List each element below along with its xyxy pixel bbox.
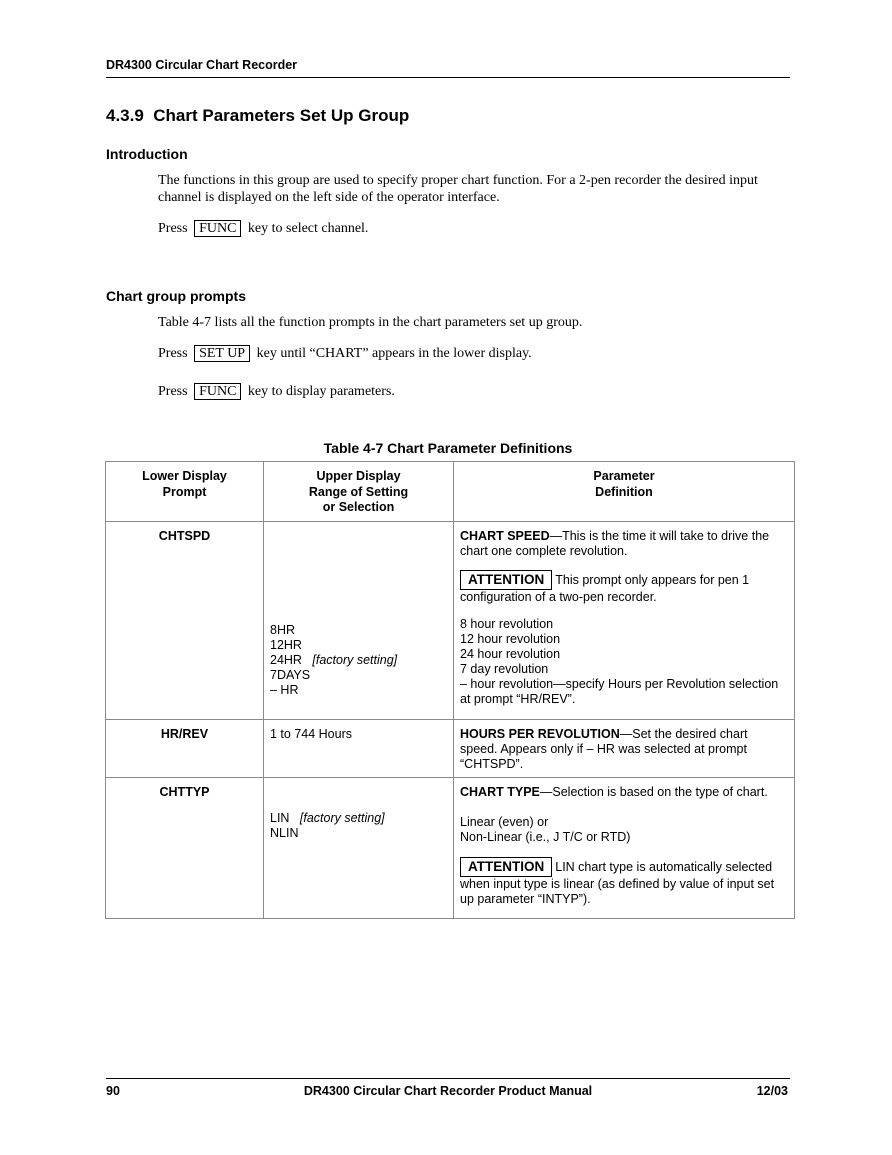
attention-note: ATTENTION This prompt only appears for pen 1 configuration of a two-pen recorder. bbox=[460, 572, 750, 604]
prompt-chttyp: CHTTYP bbox=[106, 778, 264, 919]
table-row bbox=[106, 778, 795, 919]
chart-group-prompts-heading: Chart group prompts bbox=[106, 288, 246, 304]
table-caption: Table 4-7 Chart Parameter Definitions bbox=[323, 440, 573, 456]
chart-parameter-table bbox=[105, 461, 795, 919]
prompt-hrrev: HR/REV bbox=[106, 720, 264, 778]
section-title: 4.3.9 Chart Parameters Set Up Group bbox=[106, 106, 410, 125]
attention-label: ATTENTION bbox=[460, 857, 552, 877]
func-key-label-2: FUNC bbox=[194, 383, 241, 400]
definition-hrrev: HOURS PER REVOLUTION—Set the desired chart speed. Appears only if – HR was selected at prompt “CHTSPD”. bbox=[454, 720, 795, 778]
introduction-heading: Introduction bbox=[106, 146, 188, 162]
footer-title: DR4300 Circular Chart Recorder Product Manual bbox=[303, 1084, 593, 1098]
press-func-instruction: Press FUNC key to select channel. bbox=[158, 221, 369, 236]
prompt-chtspd: CHTSPD bbox=[106, 522, 264, 720]
definition-chttyp: CHART TYPE—Selection is based on the type of chart. Linear (even) or Non-Linear (i.e., J T/C or RTD) ATTENTION LIN chart type is automatically selected when input type is linear (as defined by value of input set up parameter “INTYP”). bbox=[454, 778, 795, 919]
press-setup-instruction: Press SET UP key until “CHART” appears in the lower display. bbox=[158, 346, 532, 361]
press-func-display-instruction: Press FUNC key to display parameters. bbox=[158, 384, 395, 399]
header-upper-display: Upper Display Range of Setting or Selection bbox=[264, 462, 454, 522]
introduction-text: The functions in this group are used to specify proper chart function. For a 2-pen recorder the desired input channel is displayed on the left side of the operator interface. bbox=[158, 173, 758, 205]
table-row bbox=[106, 720, 795, 778]
range-chttyp: LIN [factory setting] NLIN bbox=[264, 778, 454, 919]
footer-date: 12/03 bbox=[756, 1084, 788, 1098]
header-parameter-definition: Parameter Definition bbox=[454, 462, 795, 522]
attention-note: ATTENTION LIN chart type is automatically selected when input type is linear (as defined by value of input set up parameter “INTYP”). bbox=[460, 859, 775, 906]
header-lower-display: Lower Display Prompt bbox=[106, 462, 264, 522]
func-key-label: FUNC bbox=[194, 220, 241, 237]
definition-chtspd: CHART SPEED—This is the time it will take to drive the chart one complete revolution. ATTENTION This prompt only appears for pen 1 configuration of a two-pen recorder. 8 hour revolution 12 hour revolution 24 hour revolution 7 day revolution – hour revolution—specify Hours per Revolution selection at prompt “HR/REV”. bbox=[454, 522, 795, 720]
page-number: 90 bbox=[106, 1084, 120, 1098]
running-header: DR4300 Circular Chart Recorder bbox=[106, 58, 298, 72]
header-rule bbox=[106, 77, 790, 78]
table-row bbox=[106, 522, 795, 720]
setup-key-label: SET UP bbox=[194, 345, 250, 362]
footer-rule bbox=[106, 1078, 790, 1079]
range-chtspd: 8HR 12HR 24HR [factory setting] 7DAYS – HR bbox=[264, 522, 454, 720]
range-hrrev: 1 to 744 Hours bbox=[264, 720, 454, 778]
attention-label: ATTENTION bbox=[460, 570, 552, 590]
chart-group-prompts-text: Table 4-7 lists all the function prompts in the chart parameters set up group. bbox=[158, 315, 583, 330]
table-header-row bbox=[106, 462, 795, 522]
